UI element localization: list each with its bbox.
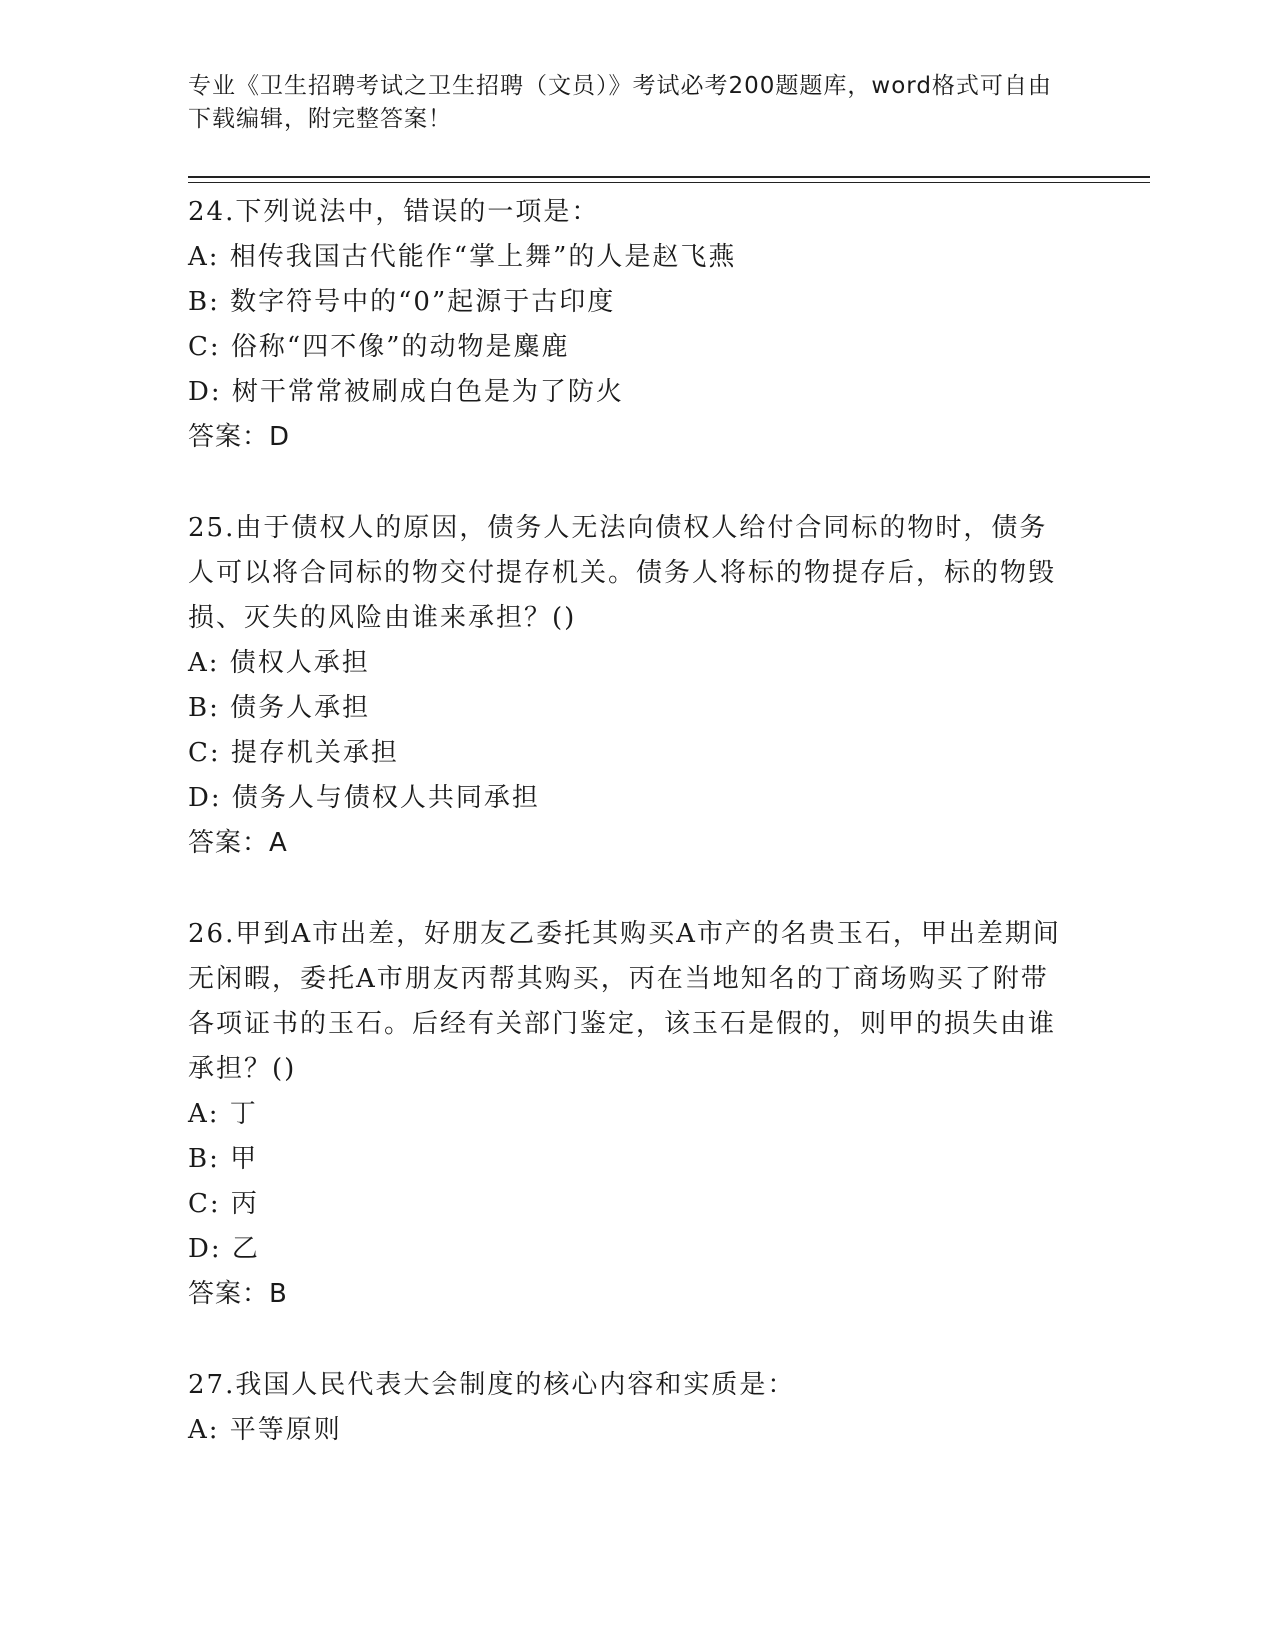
question-text: 25.由于债权人的原因，债务人无法向债权人给付合同标的物时，债务人可以将合同标的物交付提存机关。债务人将标的物提存后，标的物毁损、灭失的风险由谁来承担？() bbox=[188, 513, 1057, 633]
question-25 bbox=[188, 506, 1068, 866]
question-27 bbox=[188, 1363, 1068, 1453]
option-d: D: 树干常常被刷成白色是为了防火 bbox=[188, 377, 624, 407]
header-divider-thin bbox=[188, 182, 1150, 183]
option-c: C: 俗称“四不像”的动物是麋鹿 bbox=[188, 332, 570, 362]
option-c: C: 提存机关承担 bbox=[188, 738, 399, 768]
header-divider-thick bbox=[188, 176, 1150, 178]
option-a: A: 平等原则 bbox=[188, 1415, 342, 1445]
answer-label: 答案：A bbox=[188, 828, 288, 858]
answer-label: 答案：D bbox=[188, 422, 291, 452]
option-a: A: 债权人承担 bbox=[188, 648, 370, 678]
option-b: B: 数字符号中的“0”起源于古印度 bbox=[188, 287, 616, 317]
option-c: C: 丙 bbox=[188, 1189, 259, 1219]
option-b: B: 债务人承担 bbox=[188, 693, 371, 723]
option-a: A: 丁 bbox=[188, 1099, 258, 1129]
question-text: 26.甲到A市出差，好朋友乙委托其购买A市产的名贵玉石，甲出差期间无闲暇，委托A市朋友丙帮其购买，丙在当地知名的丁商场购买了附带各项证书的玉石。后经有关部门鉴定，该玉石是假的，则甲的损失由谁承担？() bbox=[188, 919, 1061, 1084]
option-b: B: 甲 bbox=[188, 1144, 259, 1174]
question-text: 24.下列说法中，错误的一项是： bbox=[188, 197, 600, 227]
header-title: 专业《卫生招聘考试之卫生招聘（文员）》考试必考200题题库，word格式可自由下载编辑，附完整答案！ bbox=[188, 73, 1052, 132]
answer-label: 答案：B bbox=[188, 1279, 288, 1309]
question-24 bbox=[188, 190, 1068, 460]
document-header bbox=[188, 70, 1068, 136]
question-text: 27.我国人民代表大会制度的核心内容和实质是： bbox=[188, 1370, 796, 1400]
question-26 bbox=[188, 912, 1068, 1317]
option-a: A: 相传我国古代能作“掌上舞”的人是赵飞燕 bbox=[188, 242, 737, 272]
option-d: D: 债务人与债权人共同承担 bbox=[188, 783, 540, 813]
option-d: D: 乙 bbox=[188, 1234, 260, 1264]
question-list bbox=[188, 190, 1068, 1499]
